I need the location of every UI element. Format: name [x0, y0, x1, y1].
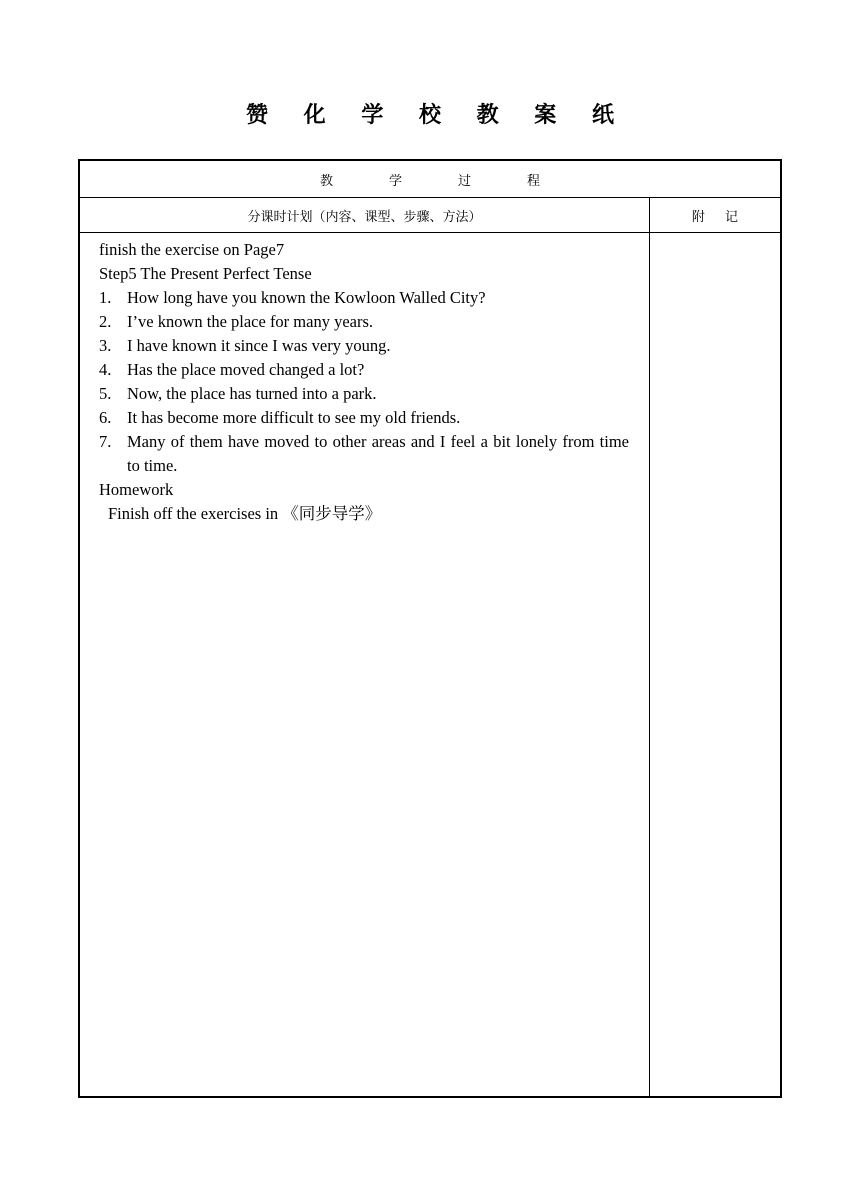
column-headings-row [80, 198, 780, 233]
list-text: Now, the place has turned into a park. [127, 384, 377, 403]
list-number: 2. [99, 312, 112, 331]
homework-label: Homework [99, 480, 174, 499]
step-title: Step5 The Present Perfect Tense [99, 264, 312, 283]
notes-column-heading: 附 记 [691, 209, 747, 225]
example-sentence-list [99, 286, 629, 478]
header-char: 教 [319, 173, 333, 189]
column-divider [649, 198, 650, 1096]
plan-column-heading: 分课时计划（内容、课型、步骤、方法） [247, 209, 482, 225]
list-number: 3. [99, 336, 112, 355]
homework-text: Finish off the exercises in 《同步导学》 [108, 504, 382, 523]
header-char: 过 [458, 173, 472, 189]
list-number: 1. [99, 288, 112, 307]
lesson-plan-table [78, 159, 782, 1098]
list-item [99, 358, 629, 382]
list-text: It has become more difficult to see my old friends. [127, 408, 461, 427]
list-text: How long have you known the Kowloon Walled City? [127, 288, 486, 307]
list-item [99, 430, 629, 478]
plan-content [99, 238, 629, 526]
list-item [99, 310, 629, 334]
list-text: Has the place moved changed a lot? [127, 360, 365, 379]
intro-line: finish the exercise on Page7 [99, 240, 285, 259]
teaching-process-header [80, 161, 780, 198]
list-number: 4. [99, 360, 112, 379]
list-text: I have known it since I was very young. [127, 336, 391, 355]
list-item [99, 382, 629, 406]
list-item [99, 334, 629, 358]
header-char: 学 [388, 173, 402, 189]
list-text: Many of them have moved to other areas and I feel a bit lonely from time to time. [127, 432, 629, 475]
header-char: 程 [527, 173, 541, 189]
list-item [99, 406, 629, 430]
list-number: 7. [99, 432, 112, 451]
list-number: 5. [99, 384, 112, 403]
list-text: I’ve known the place for many years. [127, 312, 374, 331]
list-number: 6. [99, 408, 112, 427]
list-item [99, 286, 629, 310]
page-title: 赞 化 学 校 教 案 纸 [246, 102, 628, 128]
